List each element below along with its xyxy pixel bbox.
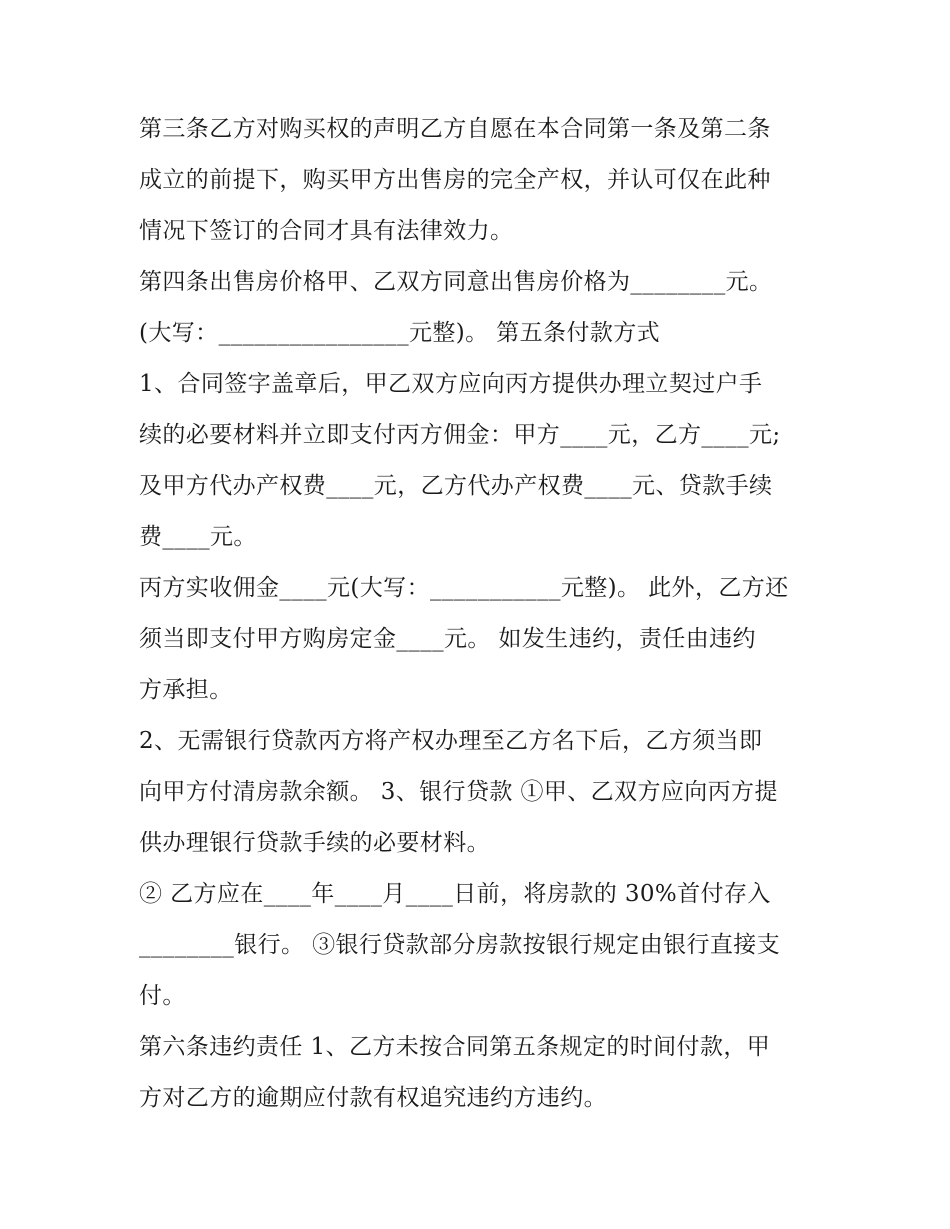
text-line: 费____元。 — [139, 524, 257, 550]
text-line: 须当即支付甲方购房定金____元。 如发生违约，责任由违约 — [139, 626, 756, 652]
text-line: 第四条出售房价格甲、乙双方同意出售房价格为________元。 — [139, 269, 773, 295]
text-line: 供办理银行贷款手续的必要材料。 — [139, 830, 490, 856]
text-line: (大写：________________元整)。 第五条付款方式 — [139, 320, 661, 346]
text-line: 付。 — [139, 983, 186, 1009]
text-line: 情况下签订的合同才具有法律效力。 — [139, 218, 514, 244]
text-line: 方对乙方的逾期应付款有权追究违约方违约。 — [139, 1085, 607, 1111]
text-line: 丙方实收佣金____元(大写：___________元整)。 此外，乙方还 — [139, 575, 789, 601]
text-line: 第三条乙方对购买权的声明乙方自愿在本合同第一条及第二条 — [139, 116, 771, 142]
text-line: 续的必要材料并立即支付丙方佣金：甲方____元，乙方____元; — [139, 422, 781, 448]
text-line: 1、合同签字盖章后，甲乙双方应向丙方提供办理立契过户手 — [139, 371, 763, 397]
text-line: 2、无需银行贷款丙方将产权办理至乙方名下后，乙方须当即 — [139, 728, 763, 754]
text-line: ________银行。 ③银行贷款部分房款按银行规定由银行直接支 — [139, 932, 781, 958]
text-line: 方承担。 — [139, 677, 233, 703]
text-line: 及甲方代办产权费____元，乙方代办产权费____元、贷款手续 — [139, 473, 773, 499]
document-body — [139, 104, 819, 1124]
text-line: 向甲方付清房款余额。 3、银行贷款 ①甲、乙双方应向丙方提 — [139, 779, 778, 805]
text-line: 成立的前提下，购买甲方出售房的完全产权，并认可仅在此种 — [139, 167, 771, 193]
text-line: 第六条违约责任 1、乙方未按合同第五条规定的时间付款，甲 — [139, 1034, 771, 1060]
text-line: ② 乙方应在____年____月____日前，将房款的 30%首付存入 — [139, 881, 771, 907]
